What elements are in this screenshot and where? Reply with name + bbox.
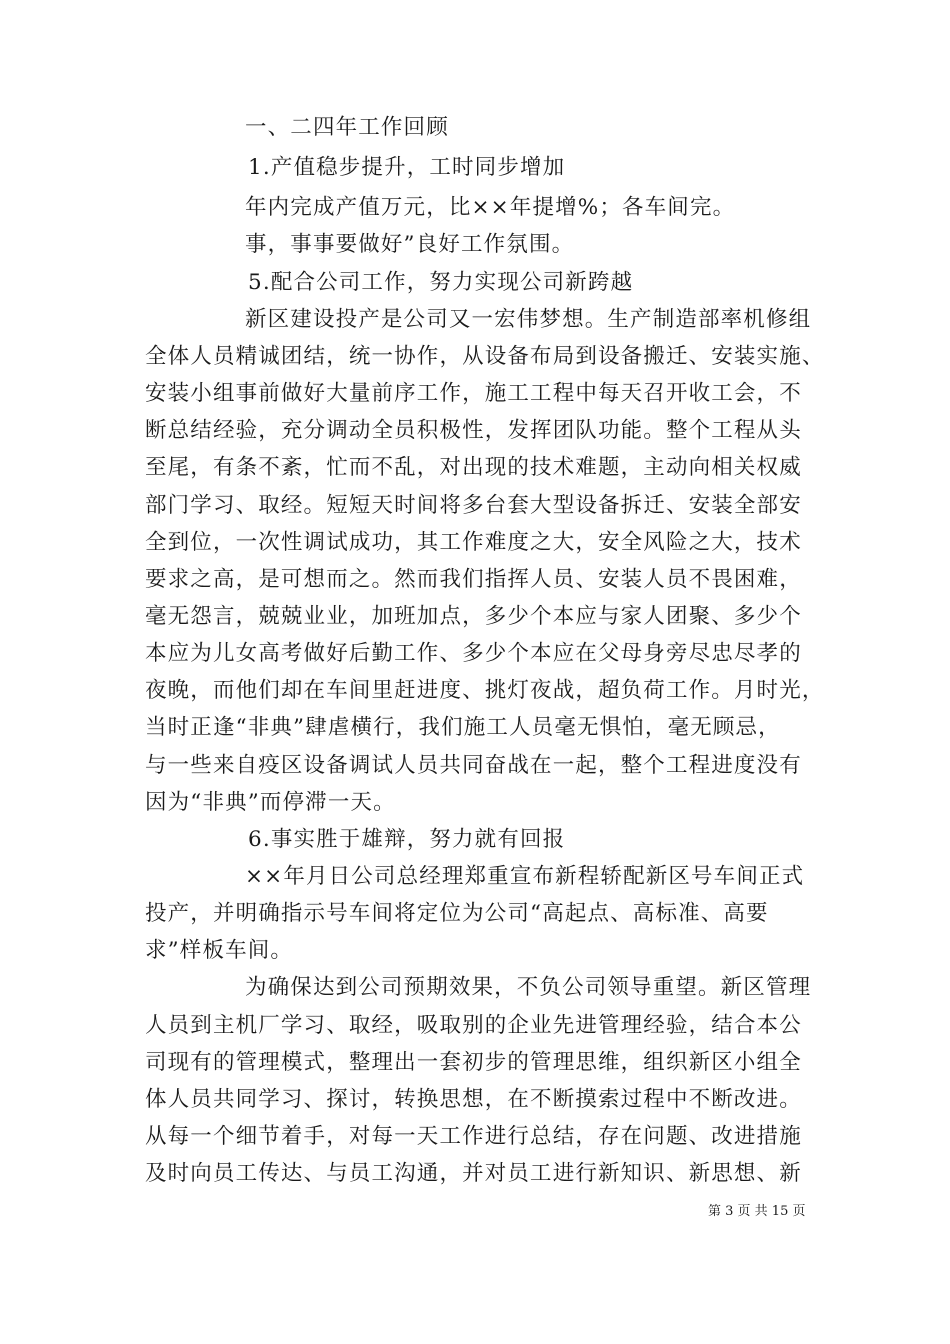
page-number-footer: 第 3 页 共 15 页: [708, 1204, 806, 1219]
paragraph-line: 投产，并明确指示号车间将定位为公司“高起点、高标准、高要: [145, 901, 769, 926]
paragraph-line: 从每一个细节着手，对每一天工作进行总结，存在问题、改进措施: [145, 1124, 802, 1149]
paragraph-line: 及时向员工传达、与员工沟通，并对员工进行新知识、新思想、新: [145, 1161, 802, 1186]
paragraph-line: 新区建设投产是公司又一宏伟梦想。生产制造部率机修组: [245, 307, 812, 332]
subsection-heading: 1.产值稳步提升，工时同步增加: [248, 155, 566, 180]
paragraph-line: 当时正逢“非典”肆虐横行，我们施工人员毫无惧怕，毫无顾忌，: [145, 715, 781, 740]
paragraph-line: 人员到主机厂学习、取经，吸取别的企业先进管理经验，结合本公: [145, 1013, 802, 1038]
paragraph-line: 毫无怨言，兢兢业业，加班加点，多少个本应与家人团聚、多少个: [145, 604, 802, 629]
paragraph-line: 因为“非典”而停滞一天。: [145, 790, 396, 815]
paragraph-line: 全到位，一次性调试成功，其工作难度之大，安全风险之大，技术: [145, 530, 802, 555]
paragraph-line: 要求之高，是可想而之。然而我们指挥人员、安装人员不畏困难，: [145, 567, 802, 592]
section-heading: 一、二四年工作回顾: [245, 115, 449, 140]
subsection-heading: 6.事实胜于雄辩，努力就有回报: [248, 827, 566, 852]
paragraph-line: 司现有的管理模式，整理出一套初步的管理思维，组织新区小组全: [145, 1050, 802, 1075]
paragraph-line: 部门学习、取经。短短天时间将多台套大型设备拆迁、安装全部安: [145, 493, 802, 518]
paragraph-line: 与一些来自疫区设备调试人员共同奋战在一起，整个工程进度没有: [145, 753, 802, 778]
paragraph-line: 至尾，有条不紊，忙而不乱，对出现的技术难题，主动向相关权威: [145, 455, 802, 480]
paragraph-line: 事，事事要做好”良好工作氛围。: [245, 232, 575, 257]
paragraph-line: 夜晚，而他们却在车间里赶进度、挑灯夜战，超负荷工作。月时光，: [145, 678, 825, 703]
paragraph-line: ××年月日公司总经理郑重宣布新程轿配新区号车间正式: [245, 864, 805, 889]
paragraph-line: 断总结经验，充分调动全员积极性，发挥团队功能。整个工程从头: [145, 418, 802, 443]
paragraph-line: 本应为儿女高考做好后勤工作、多少个本应在父母身旁尽忠尽孝的: [145, 641, 802, 666]
paragraph-line: 全体人员精诚团结，统一协作，从设备布局到设备搬迁、安装实施、: [145, 344, 825, 369]
paragraph-line: 年内完成产值万元，比××年提增%；各车间完。: [245, 195, 736, 220]
subsection-heading: 5.配合公司工作，努力实现公司新跨越: [248, 270, 634, 295]
paragraph-line: 为确保达到公司预期效果，不负公司领导重望。新区管理: [245, 975, 812, 1000]
paragraph-line: 安装小组事前做好大量前序工作，施工工程中每天召开收工会，不: [145, 381, 802, 406]
paragraph-line: 体人员共同学习、探讨，转换思想，在不断摸索过程中不断改进。: [145, 1087, 802, 1112]
paragraph-line: 求”样板车间。: [145, 938, 294, 963]
